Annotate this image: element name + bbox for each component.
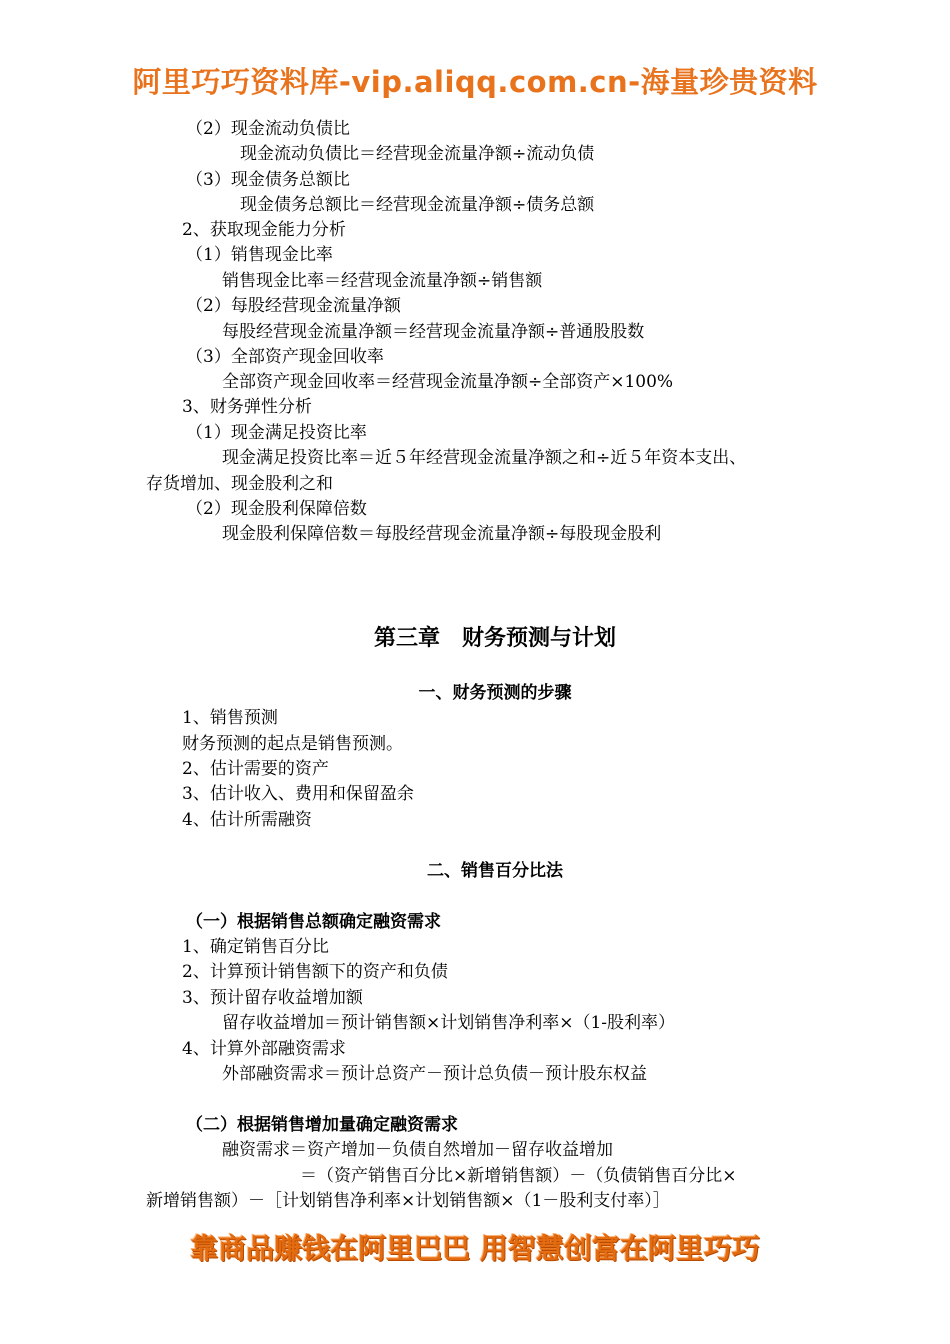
formula-line: 融资需求＝资产增加－负债自然增加－留存收益增加: [222, 1140, 613, 1160]
formula-line: 外部融资需求＝预计总资产－预计总负债－预计股东权益: [222, 1064, 647, 1084]
formula-line: 现金债务总额比＝经营现金流量净额÷债务总额: [240, 195, 595, 215]
formula-line: 全部资产现金回收率＝经营现金流量净额÷全部资产×100%: [222, 372, 674, 392]
text-line: （2）每股经营现金流量净额: [186, 296, 401, 316]
text-line: 1、销售预测: [182, 708, 278, 728]
text-line: 3、估计收入、费用和保留盈余: [182, 784, 414, 804]
text-line: （2）现金股利保障倍数: [186, 499, 367, 519]
formula-line: 新增销售额）－［计划销售净利率×计划销售额×（1－股利支付率）］: [146, 1191, 670, 1211]
formula-line: 现金满足投资比率＝近５年经营现金流量净额之和÷近５年资本支出、: [222, 448, 747, 468]
text-line: （1）现金满足投资比率: [186, 423, 367, 443]
formula-line: 存货增加、现金股利之和: [146, 474, 333, 494]
formula-line: 每股经营现金流量净额＝经营现金流量净额÷普通股股数: [222, 322, 645, 342]
text-line: （3）全部资产现金回收率: [186, 347, 384, 367]
text-line: 2、计算预计销售额下的资产和负债: [182, 962, 448, 982]
text-line: 4、估计所需融资: [182, 810, 312, 830]
chapter-title: 第三章 财务预测与计划: [373, 626, 616, 651]
text-line: 4、计算外部融资需求: [182, 1039, 346, 1059]
formula-line: 销售现金比率＝经营现金流量净额÷销售额: [222, 271, 543, 291]
footer-banner: 靠商品赚钱在阿里巴巴 用智慧创富在阿里巧巧: [190, 1232, 760, 1265]
formula-line: 留存收益增加＝预计销售额×计划销售净利率×（1-股利率）: [222, 1013, 676, 1033]
text-line: 3、预计留存收益增加额: [182, 988, 363, 1008]
text-line: （3）现金债务总额比: [186, 170, 350, 190]
text-line: （2）现金流动负债比: [186, 119, 350, 139]
text-line: （1）销售现金比率: [186, 245, 333, 265]
text-line: 2、估计需要的资产: [182, 759, 329, 779]
formula-line: 现金股利保障倍数＝每股经营现金流量净额÷每股现金股利: [222, 524, 662, 544]
section-title: 二、销售百分比法: [427, 861, 563, 881]
formula-line: 现金流动负债比＝经营现金流量净额÷流动负债: [240, 144, 595, 164]
formula-line: ＝（资产销售百分比×新增销售额）－（负债销售百分比×: [300, 1166, 737, 1186]
section-title: 一、财务预测的步骤: [418, 683, 572, 703]
text-line: 3、财务弹性分析: [182, 397, 312, 417]
header-banner: 阿里巧巧资料库-vip.aliqq.com.cn-海量珍贵资料: [132, 65, 818, 99]
text-line: 1、确定销售百分比: [182, 937, 329, 957]
text-line: 2、获取现金能力分析: [182, 220, 346, 240]
text-line: 财务预测的起点是销售预测。: [182, 734, 403, 754]
subsection-title: （二）根据销售增加量确定融资需求: [186, 1115, 458, 1135]
subsection-title: （一）根据销售总额确定融资需求: [186, 912, 441, 932]
